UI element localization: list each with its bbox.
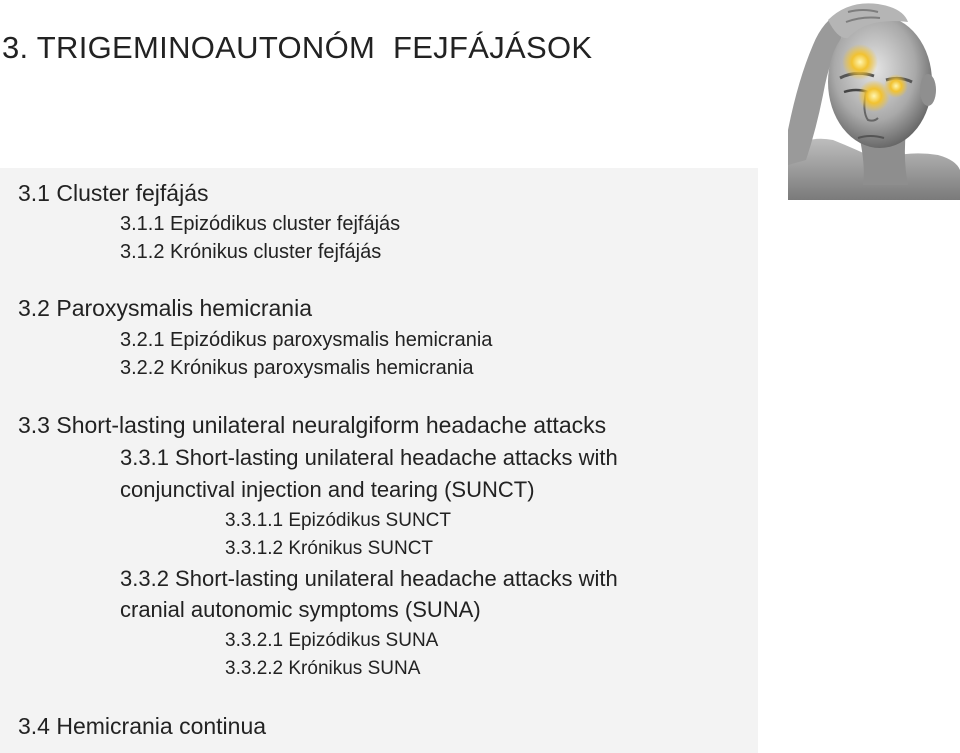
section-3-1: 3.1 Cluster fejfájás [18,180,209,206]
section-3-4: 3.4 Hemicrania continua [18,713,267,739]
page-title: 3. TRIGEMINOAUTONÓM FEJFÁJÁSOK [2,30,593,65]
subsection-3-3-2-1: 3.3.2.1 Epizódikus SUNA [225,630,439,651]
subsection-3-3-2-cont: cranial autonomic symptoms (SUNA) [120,597,481,622]
subsection-3-3-1: 3.3.1 Short-lasting unilateral headache attacks with [120,445,618,470]
headache-man-icon [788,0,960,200]
subsection-3-3-1-1: 3.3.1.1 Epizódikus SUNCT [225,510,451,531]
subsection-3-1-2: 3.1.2 Krónikus cluster fejfájás [120,241,382,263]
subsection-3-1-1: 3.1.1 Epizódikus cluster fejfájás [120,213,401,235]
subsection-3-3-2-2: 3.3.2.2 Krónikus SUNA [225,658,421,679]
section-3-3: 3.3 Short-lasting unilateral neuralgiform headache attacks [18,412,607,438]
subsection-3-2-2: 3.2.2 Krónikus paroxysmalis hemicrania [120,357,474,379]
subsection-3-2-1: 3.2.1 Epizódikus paroxysmalis hemicrania [120,329,493,351]
outline-panel [0,168,758,753]
section-3-2: 3.2 Paroxysmalis hemicrania [18,295,313,321]
subsection-3-3-2: 3.3.2 Short-lasting unilateral headache attacks with [120,566,618,591]
subsection-3-3-1-cont: conjunctival injection and tearing (SUNCT) [120,477,535,502]
subsection-3-3-1-2: 3.3.1.2 Krónikus SUNCT [225,538,434,559]
